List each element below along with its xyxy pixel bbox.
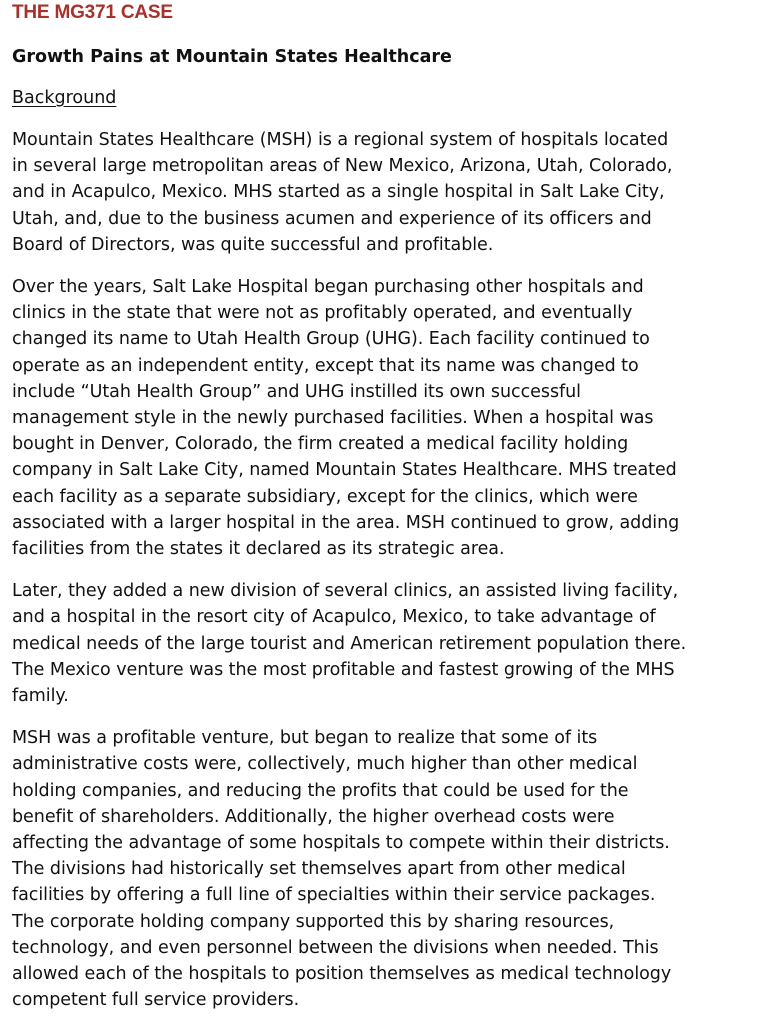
paragraph-2: Over the years, Salt Lake Hospital began purchasing other hospitals and clinics in the state that were not as profitably operated, and eventually changed its name to Utah Health Group (UHG). Each facility continued to operate as an independent entity, except that its name was changed to include “Utah Health Group” and UHG instilled its own successful management style in the newly purchased facilities. When a hospital was bought in Denver, Colorado, the firm created a medical facility holding company in Salt Lake City, named Mountain States Healthcare. MHS treated each facility as a separate subsidiary, except for the clinics, which were associated with a larger hospital in the area. MSH continued to grow, adding facilities from the states it declared as its strategic area. <box>12 277 680 560</box>
case-label: THE MG371 CASE <box>12 2 173 23</box>
paragraph-3: Later, they added a new division of several clinics, an assisted living facility, and a hospital in the resort city of Acapulco, Mexico, to take advantage of medical needs of the large tourist and American retirement population there. The Mexico venture was the most profitable and fastest growing of the MHS family. <box>12 581 687 707</box>
paragraph-1: Mountain States Healthcare (MSH) is a regional system of hospitals located in several large metropolitan areas of New Mexico, Arizona, Utah, Colorado, and in Acapulco, Mexico. MHS started as a single hospital in Salt Lake City, Utah, and, due to the business acumen and experience of its officers and Board of Directors, was quite successful and profitable. <box>12 130 673 255</box>
section-heading-background: Background <box>12 88 117 108</box>
document-title: Growth Pains at Mountain States Healthcare <box>12 47 452 67</box>
paragraph-4: MSH was a profitable venture, but began to realize that some of its administrative costs were, collectively, much higher than other medical holding companies, and reducing the profits that could be used for the benefit of shareholders. Additionally, the higher overhead costs were affecting the advantage of some hospitals to compete within their districts. The divisions had historically set themselves apart from other medical facilities by offering a full line of specialties within their service packages. The corporate holding company supported this by sharing resources, technology, and even personnel between the divisions when needed. This allowed each of the hospitals to position themselves as medical technology competent full service providers. <box>12 728 672 1011</box>
document-page <box>12 0 752 1014</box>
